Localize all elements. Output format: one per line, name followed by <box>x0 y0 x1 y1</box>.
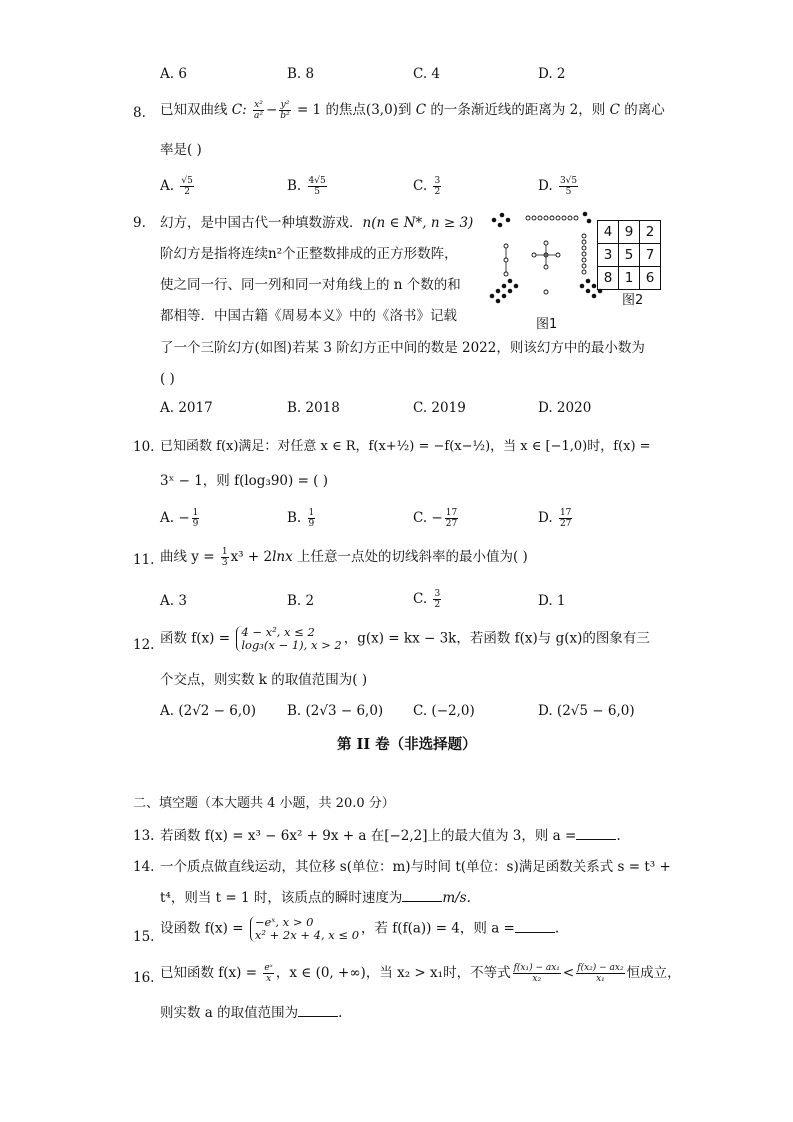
q11-option-c: C. $\frac{3}{2}$ <box>413 589 441 610</box>
q10-line2: 3ˣ − 1，则 f(log₃90) = ( ) <box>160 473 329 489</box>
q9-option-b: B. 2018 <box>287 400 340 416</box>
answer-blank <box>576 827 616 840</box>
q10-option-d: D. $\frac{17}{27}$ <box>538 508 572 529</box>
q8-number: 8. <box>133 105 146 121</box>
grid-cell: 1 <box>619 267 640 290</box>
answer-blank <box>402 889 442 902</box>
q8-option-b: B. $\frac{4√5}{5}$ <box>287 176 326 197</box>
part2-title: 第 II 卷（非选择题） <box>337 736 477 753</box>
section2-header: 二、填空题（本大题共 4 小题，共 20.0 分） <box>133 796 395 811</box>
q10-option-a: A. − $\frac{1}{9}$ <box>160 508 199 529</box>
q12-option-b: B. (2√3 − 6,0) <box>287 703 384 719</box>
grid-cell: 2 <box>640 221 661 244</box>
grid-cell: 8 <box>598 267 619 290</box>
q13-number: 13. <box>133 828 155 844</box>
q11-option-b: B. 2 <box>287 593 315 609</box>
grid-cell: 5 <box>619 244 640 267</box>
q9-line2: 阶幻方是指将连续n²个正整数排成的正方形数阵， <box>160 246 458 262</box>
q12-number: 12. <box>133 637 155 653</box>
q12-option-c: C. (−2,0) <box>413 703 475 719</box>
q9-option-a: A. 2017 <box>160 400 213 416</box>
q13-line: 若函数 f(x) = x³ − 6x² + 9x + a 在[−2,2]上的最大值为 3，则 a = . <box>160 828 621 844</box>
grid-cell: 7 <box>640 244 661 267</box>
q9-line4: 都相等．中国古籍《周易本义》中的《洛书》记载 <box>160 308 457 324</box>
q7-option-b: B. 8 <box>287 66 315 82</box>
q11-line1: 曲线 y = $\frac{1}{3}$ x³ + 2𝑙𝑛𝑥 上任意一点处的切线斜率的最小值为( ) <box>160 547 528 568</box>
q14-number: 14. <box>133 859 155 875</box>
q12-line2: 个交点，则实数 k 的取值范围为( ) <box>160 672 368 688</box>
q9-line3: 使之同一行、同一列和同一对角线上的 n 个数的和 <box>160 277 461 293</box>
q7-option-a: A. 6 <box>160 66 187 82</box>
q10-option-c: C. − $\frac{17}{27}$ <box>413 508 458 529</box>
answer-blank <box>515 920 555 933</box>
q8-line2: 率是( ) <box>160 142 202 158</box>
q9-option-c: C. 2019 <box>413 400 466 416</box>
magic-square-grid <box>597 220 661 290</box>
q16-line2: 则实数 a 的取值范围为 . <box>160 1005 343 1021</box>
q12-option-d: D. (2√5 − 6,0) <box>538 703 635 719</box>
answer-blank <box>298 1004 338 1017</box>
q11-option-d: D. 1 <box>538 593 566 609</box>
q9-line5: 了一个三阶幻方(如图)若某 3 阶幻方正中间的数是 2022，则该幻方中的最小数为 <box>160 340 645 356</box>
q11-number: 11. <box>133 552 155 568</box>
q12-line1: 函数 f(x) = 4 − x², x ≤ 2 log₃(x − 1), x > 2 ，g(x) = kx − 3k，若函数 f(x)与 g(x)的图象有三 <box>160 625 650 652</box>
q10-option-b: B. $\frac{1}{9}$ <box>287 508 315 529</box>
q7-option-d: D. 2 <box>538 66 566 82</box>
q14-line2: t⁴，则当 t = 1 时，该质点的瞬时速度为 m/s. <box>160 890 471 906</box>
q12-option-a: A. (2√2 − 6,0) <box>160 703 257 719</box>
q15-line: 设函数 f(x) = −eˣ, x > 0 x² + 2x + 4, x ≤ 0 ，若 f(f(a)) = 4，则 a = . <box>160 915 560 942</box>
q10-number: 10. <box>133 439 155 455</box>
q8-option-c: C. $\frac{3}{2}$ <box>413 176 441 197</box>
q16-number: 16. <box>133 970 155 986</box>
q7-option-c: C. 4 <box>413 66 441 82</box>
q8-option-a: A. $\frac{√5}{2}$ <box>160 176 193 197</box>
grid-cell: 6 <box>640 267 661 290</box>
q10-line1: 已知函数 f(x)满足：对任意 x ∈ R，f(x+½) = −f(x−½)，当 x ∈ [−1,0)时，f(x) = <box>160 439 651 454</box>
q14-line1: 一个质点做直线运动，其位移 s(单位：m)与时间 t(单位：s)满足函数关系式 s = t³ + <box>160 859 671 875</box>
q9-number: 9. <box>133 215 146 231</box>
q9-line1: 幻方，是中国古代一种填数游戏．n(n ∈ N*, n ≥ 3) <box>160 215 474 231</box>
q9-line6: ( ) <box>160 371 175 387</box>
q8-line1: 已知双曲线 C: $\frac{\text{x²}}{\text{a²}}$ − $\frac{\text{y²}}{\text{b²}}$ = 1 的焦点(3,0)到 C 的一条渐近线的距离为 2，则 C 的离心 <box>160 100 665 121</box>
q15-number: 15. <box>133 929 155 945</box>
q8-option-d: D. $\frac{3√5}{5}$ <box>538 176 578 197</box>
q11-option-a: A. 3 <box>160 593 187 609</box>
figure1-caption: 图1 <box>536 317 558 332</box>
figure2-caption: 图2 <box>622 293 644 308</box>
grid-cell: 3 <box>598 244 619 267</box>
grid-cell: 9 <box>619 221 640 244</box>
grid-cell: 4 <box>598 221 619 244</box>
q16-line1: 已知函数 f(x) = $\frac{\text{eˣ}}{x}$ ，x ∈ (0, +∞)，当 x₂ > x₁时，不等式 $\frac{\text{f(x₁) − ax₁}}{\text{x₂}}$ < $\frac{\text{f(x₂) − ax₂}}{\text{x₁}}$ 恒成立， <box>160 963 681 984</box>
q9-option-d: D. 2020 <box>538 400 592 416</box>
